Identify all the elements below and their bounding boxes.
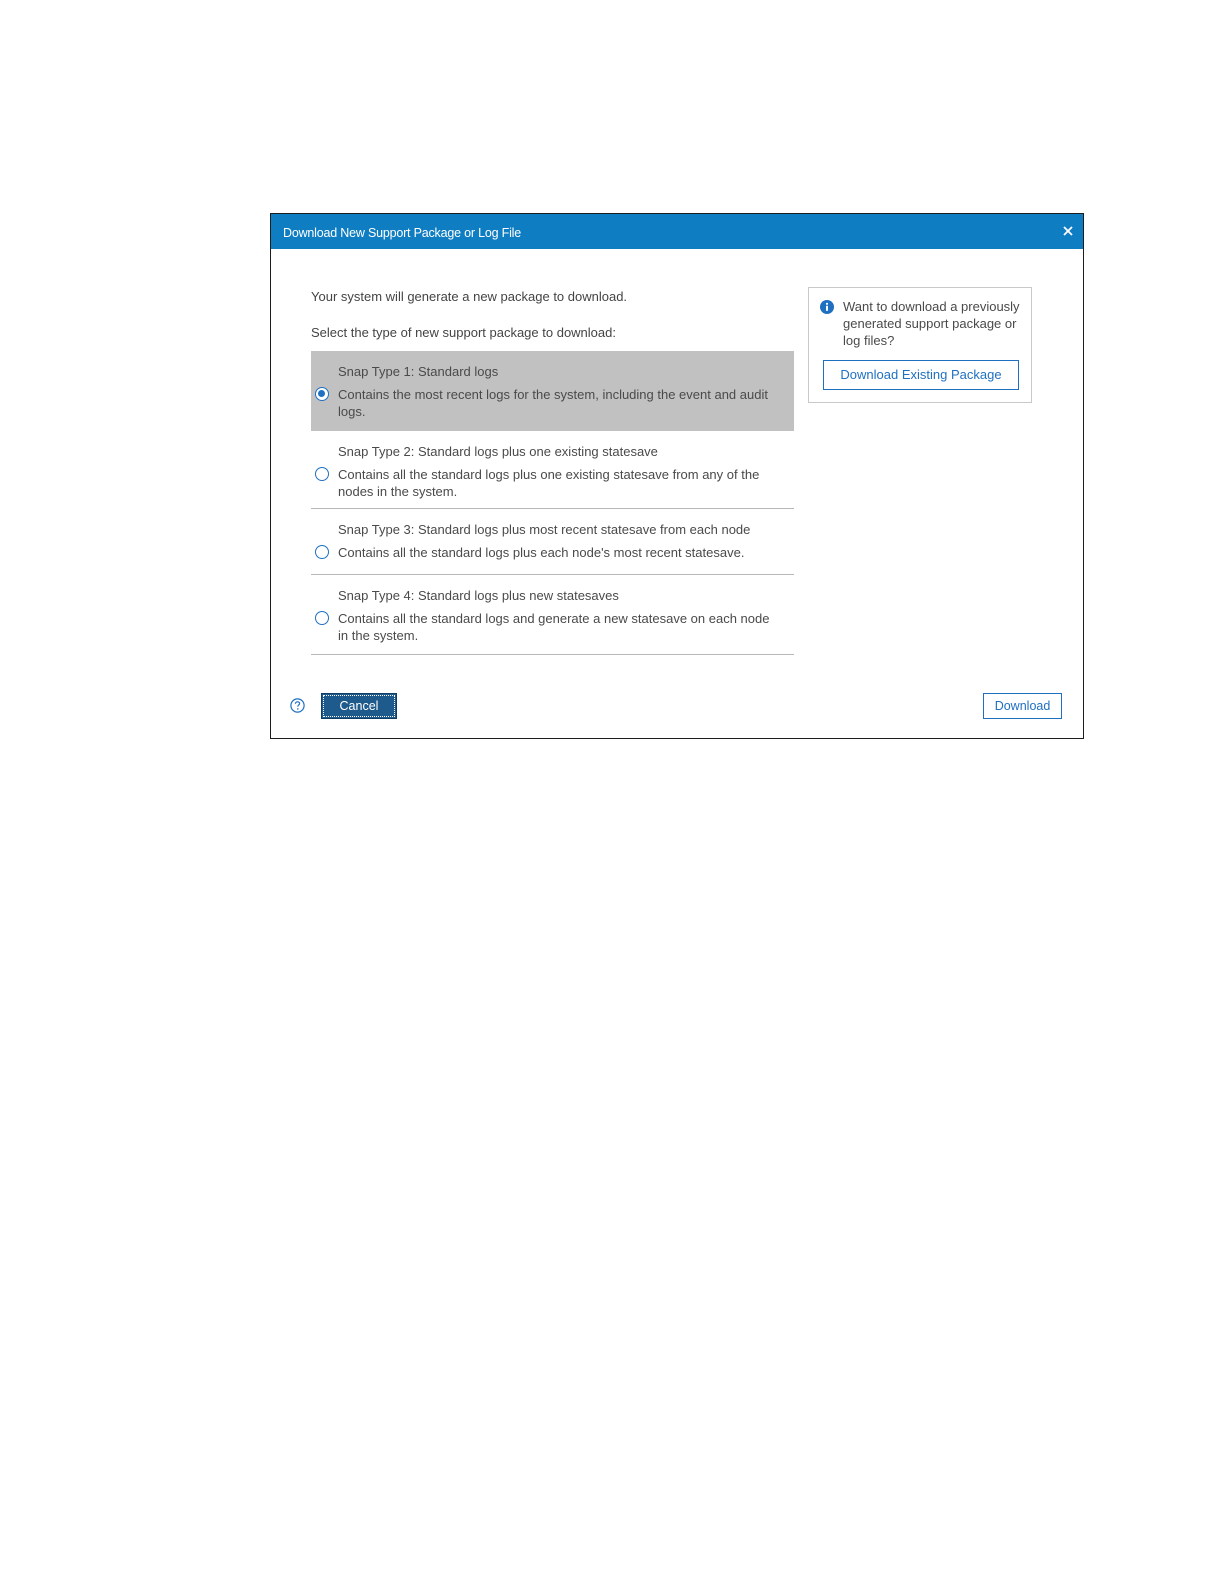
select-type-label: Select the type of new support package to download: [311, 325, 616, 340]
download-support-package-dialog [270, 213, 1084, 739]
snap-type-2-radio[interactable] [315, 467, 329, 481]
download-button[interactable]: Download [983, 693, 1062, 719]
info-icon [820, 300, 834, 314]
snap-type-2-description: Contains all the standard logs plus one existing statesave from any of the nodes in the system. [338, 467, 760, 499]
snap-type-4-title: Snap Type 4: Standard logs plus new statesaves [338, 588, 619, 603]
intro-text: Your system will generate a new package to download. [311, 289, 628, 304]
snap-type-1-description: Contains the most recent logs for the system, including the event and audit logs. [338, 387, 768, 419]
dialog-title-bar [271, 214, 1083, 249]
snap-type-2-option[interactable] [311, 431, 794, 509]
snap-type-1-radio[interactable] [315, 387, 329, 401]
existing-package-prompt: Want to download a previously generated support package or log files? [843, 299, 1020, 348]
snap-type-1-option[interactable] [311, 351, 794, 431]
snap-type-3-description: Contains all the standard logs plus each node's most recent statesave. [338, 545, 745, 560]
cancel-button[interactable]: Cancel [321, 693, 397, 719]
snap-type-3-radio[interactable] [315, 545, 329, 559]
existing-package-info-box [808, 287, 1032, 403]
help-icon[interactable] [290, 698, 305, 713]
snap-type-1-title: Snap Type 1: Standard logs [338, 364, 499, 379]
dialog-title: Download New Support Package or Log File [283, 226, 521, 240]
snap-type-options [311, 351, 794, 655]
snap-type-4-description: Contains all the standard logs and generate a new statesave on each node in the system. [338, 611, 770, 643]
snap-type-3-option[interactable] [311, 509, 794, 575]
snap-type-2-title: Snap Type 2: Standard logs plus one existing statesave [338, 444, 658, 459]
snap-type-3-title: Snap Type 3: Standard logs plus most recent statesave from each node [338, 522, 751, 537]
download-existing-package-button[interactable]: Download Existing Package [823, 360, 1019, 390]
snap-type-4-radio[interactable] [315, 611, 329, 625]
close-icon[interactable] [1057, 220, 1079, 242]
snap-type-4-option[interactable] [311, 575, 794, 655]
